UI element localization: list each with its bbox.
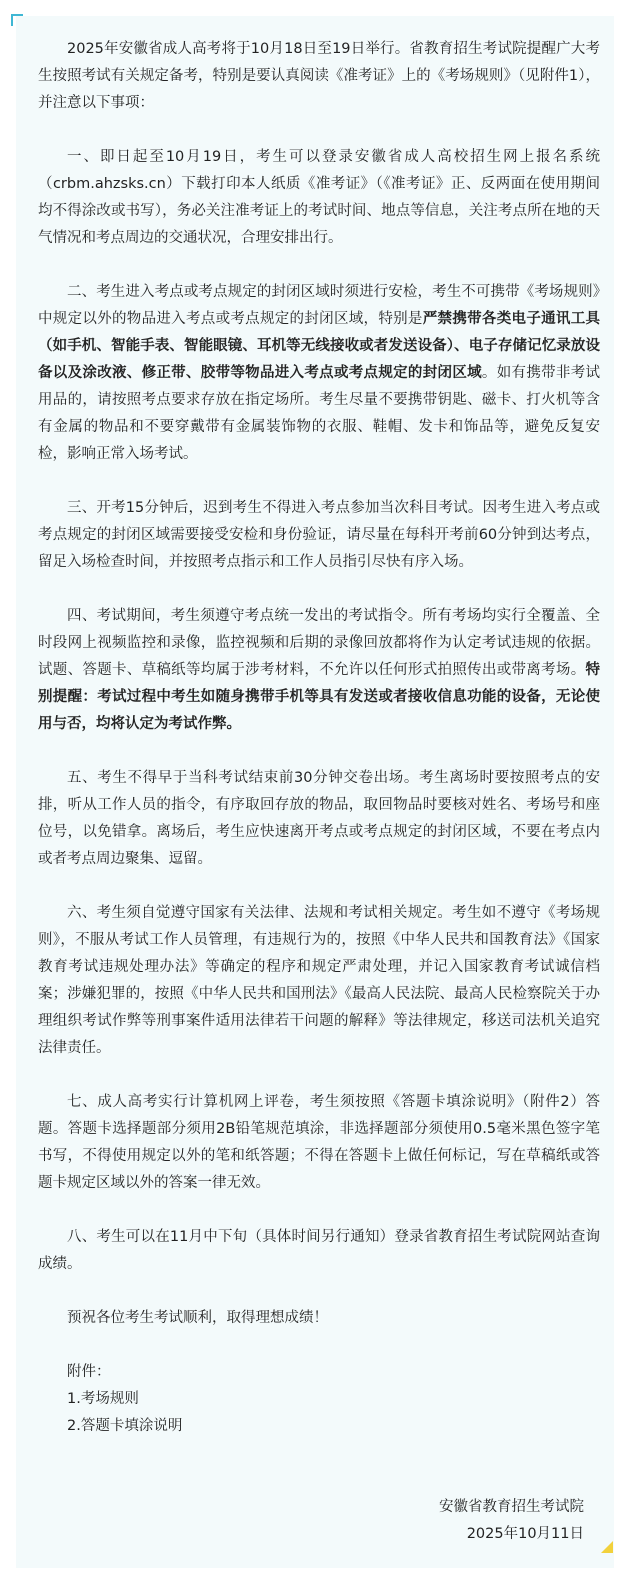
- item-5: 五、考生不得早于当科考试结束前30分钟交卷出场。考生离场时要按照考点的安排，听从工作人员的指令，有序取回存放的物品，取回物品时要核对姓名、考场号和座位号，以免错拿。离场后，考生应快速离开考点或考点规定的封闭区域，不要在考点内或者考点周边聚集、逗留。: [38, 770, 600, 867]
- corner-bracket-icon: [11, 14, 23, 26]
- item-2: [38, 279, 600, 468]
- item-1: 一、即日起至10月19日，考生可以登录安徽省成人高校招生网上报名系统（crbm.ahzsks.cn）下载打印本人纸质《准考证》（《准考证》正、反两面在使用期间均不得涂改或书写），务必关注准考证上的考试时间、地点等信息，关注考点所在地的天气情况和考点周边的交通状况，合理安排出行。: [38, 149, 600, 246]
- item-2-bold: 严禁携带各类电子通讯工具（如手机、智能手表、智能眼镜、耳机等无线接收或者发送设备）、电子存储记忆录放设备以及涂改液、修正带、胶带等物品进入考点或考点规定的封闭区域: [38, 311, 601, 381]
- intro-paragraph: 2025年安徽省成人高考将于10月18日至19日举行。省教育招生考试院提醒广大考生按照考试有关规定备考，特别是要认真阅读《准考证》上的《考场规则》（见附件1），并注意以下事项：: [38, 41, 600, 111]
- notice-body: [38, 36, 600, 1548]
- item-4: [38, 603, 600, 738]
- item-3: 三、开考15分钟后，迟到考生不得进入考点参加当次科目考试。因考生进入考点或考点规定的封闭区域需要接受安检和身份验证，请尽量在每科开考前60分钟到达考点，留足入场检查时间，并按照考点指示和工作人员指引尽快有序入场。: [38, 500, 600, 570]
- item-2-text-a: 二、考生进入考点或考点规定的封闭区域时须进行安检，考生不可携带《考场规则》中规定以外的物品进入考点或考点规定的封闭区域，特别是: [38, 284, 600, 327]
- item-8: 八、考生可以在11月中下旬（具体时间另行通知）登录省教育招生考试院网站查询成绩。: [38, 1229, 600, 1272]
- corner-triangle-icon: [601, 1541, 613, 1553]
- attachments-label: 附件：: [67, 1364, 111, 1380]
- item-4-warning: 特别提醒：考试过程中考生如随身携带手机等具有发送或者接收信息功能的设备，无论使用与否，均将认定为考试作弊。: [38, 662, 600, 732]
- item-4-text: 四、考试期间，考生须遵守考点统一发出的考试指令。所有考场均实行全覆盖、全时段网上视频监控和录像，监控视频和后期的录像回放都将作为认定考试违规的依据。试题、答题卡、草稿纸等均属于涉考材料，不允许以任何形式拍照传出或带离考场。: [38, 608, 600, 678]
- signature-date: 2025年10月11日: [466, 1526, 584, 1542]
- attachment-item: 1.考场规则: [67, 1391, 139, 1407]
- attachment-item: 2.答题卡填涂说明: [67, 1418, 183, 1434]
- item-6: 六、考生须自觉遵守国家有关法律、法规和考试相关规定。考生如不遵守《考场规则》，不服从考试工作人员管理，有违规行为的，按照《中华人民共和国教育法》《国家教育考试违规处理办法》等确定的程序和规定严肃处理，并记入国家教育考试诚信档案；涉嫌犯罪的，按照《中华人民共和国刑法》《最高人民法院、最高人民检察院关于办理组织考试作弊等刑事案件适用法律若干问题的解释》等法律规定，移送司法机关追究法律责任。: [38, 905, 600, 1056]
- signature-org: 安徽省教育招生考试院: [439, 1499, 584, 1515]
- item-7: 七、成人高考实行计算机网上评卷，考生须按照《答题卡填涂说明》（附件2）答题。答题卡选择题部分须用2B铅笔规范填涂，非选择题部分须使用0.5毫米黑色签字笔书写，不得使用规定以外的笔和纸答题；不得在答题卡上做任何标记，写在草稿纸或答题卡规定区域以外的答案一律无效。: [38, 1094, 600, 1191]
- closing-wish: 预祝各位考生考试顺利，取得理想成绩！: [67, 1310, 328, 1326]
- item-2-text-c: 。如有携带非考试用品的，请按照考点要求存放在指定场所。考生尽量不要携带钥匙、磁卡、打火机等含有金属的物品和不要穿戴带有金属装饰物的衣服、鞋帽、发卡和饰品等，避免反复安检，影响正常入场考试。: [38, 365, 601, 462]
